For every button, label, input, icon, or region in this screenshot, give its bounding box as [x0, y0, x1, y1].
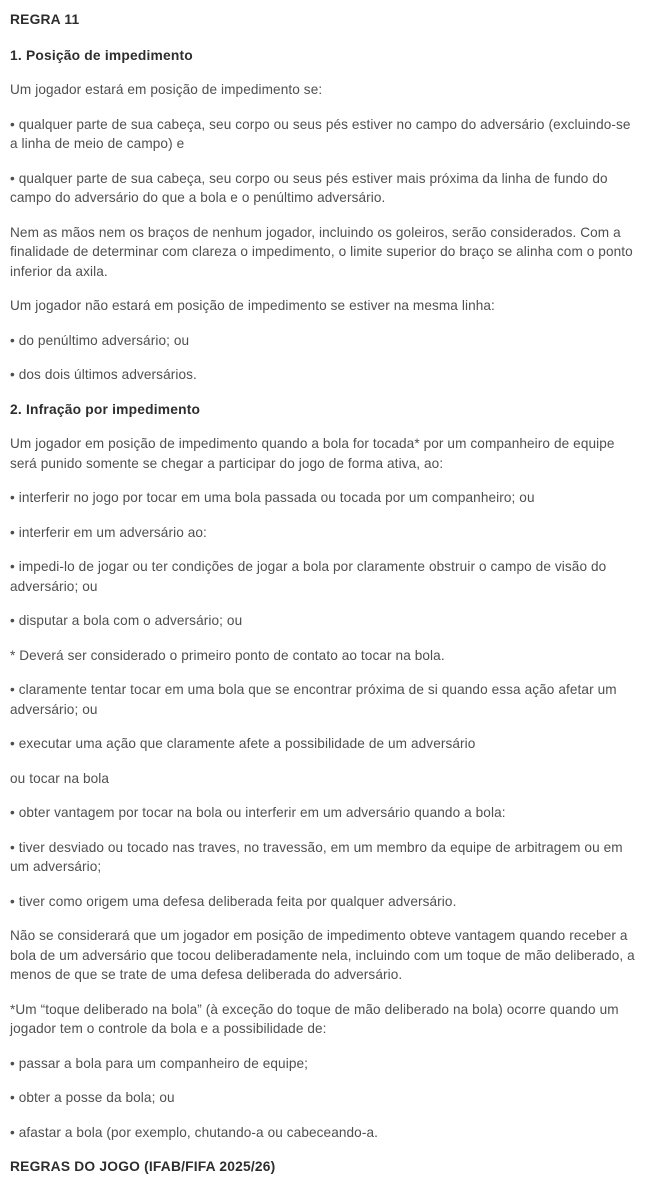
bullet-item: • afastar a bola (por exemplo, chutando-a ou cabeceando-a. [10, 1124, 379, 1140]
bullet-item: • obter vantagem por tocar na bola ou interferir em um adversário quando a bola: [10, 805, 506, 820]
paragraph: Um jogador não estará em posição de impedimento se estiver na mesma linha: [10, 298, 495, 313]
section-heading-offside-offence: 2. Infração por impedimento [10, 401, 201, 417]
bullet-item: • obter a posse da bola; ou [10, 1090, 175, 1105]
bullet-item: • qualquer parte de sua cabeça, seu corpo ou seus pés estiver no campo do adversário (excluindo-se a linha de meio de campo) e [10, 116, 631, 151]
paragraph: Não se considerará que um jogador em posição de impedimento obteve vantagem quando receber a bola de um adversário que tocou deliberadamente nela, incluindo com um toque de mão deliberado, a menos de que se trate de uma defesa deliberada do adversário. [10, 928, 635, 982]
source-heading: REGRAS DO JOGO (IFAB/FIFA 2025/26) [10, 1159, 276, 1174]
bullet-item: • disputar a bola com o adversário; ou [10, 613, 243, 628]
paragraph: Um jogador estará em posição de impedimento se: [10, 82, 323, 97]
paragraph: Um jogador em posição de impedimento quando a bola for tocada* por um companheiro de equipe será punido somente se chegar a participar do jogo de forma ativa, ao: [10, 436, 615, 471]
bullet-item: • impedi-lo de jogar ou ter condições de jogar a bola por claramente obstruir o campo de visão do adversário; ou [10, 559, 607, 594]
bullet-item: • qualquer parte de sua cabeça, seu corpo ou seus pés estiver mais próxima da linha de fundo do campo do adversário do que a bola e o penúltimo adversário. [10, 170, 608, 205]
bullet-item: • passar a bola para um companheiro de equipe; [10, 1055, 309, 1071]
bullet-item: • do penúltimo adversário; ou [10, 332, 190, 348]
bullet-item: • interferir no jogo por tocar em uma bola passada ou tocada por um companheiro; ou [10, 490, 535, 505]
rule-title: REGRA 11 [10, 12, 80, 27]
bullet-item: • tiver como origem uma defesa deliberada feita por qualquer adversário. [10, 893, 457, 909]
bullet-item: • dos dois últimos adversários. [10, 367, 197, 382]
bullet-item: • claramente tentar tocar em uma bola que se encontrar próxima de si quando essa ação afetar um adversário; ou [10, 682, 617, 717]
bullet-item: • executar uma ação que claramente afete a possibilidade de um adversário [10, 736, 476, 751]
footnote: * Deverá ser considerado o primeiro ponto de contato ao tocar na bola. [10, 647, 445, 663]
paragraph: ou tocar na bola [10, 770, 110, 786]
section-heading-offside-position: 1. Posição de impedimento [10, 47, 193, 63]
paragraph: Nem as mãos nem os braços de nenhum jogador, incluindo os goleiros, serão considerados. Com a finalidade de determinar com clareza o impedimento, o limite superior do braço se alinha com o ponto inferior da axila. [10, 224, 633, 279]
footnote: *Um “toque deliberado na bola” (à exceção do toque de mão deliberado na bola) ocorre quando um jogador tem o controle da bola e a possibilidade de: [10, 1001, 619, 1036]
bullet-item: • tiver desviado ou tocado nas traves, no travessão, em um membro da equipe de arbitragem ou em um adversário; [10, 839, 623, 874]
bullet-item: • interferir em um adversário ao: [10, 524, 207, 540]
